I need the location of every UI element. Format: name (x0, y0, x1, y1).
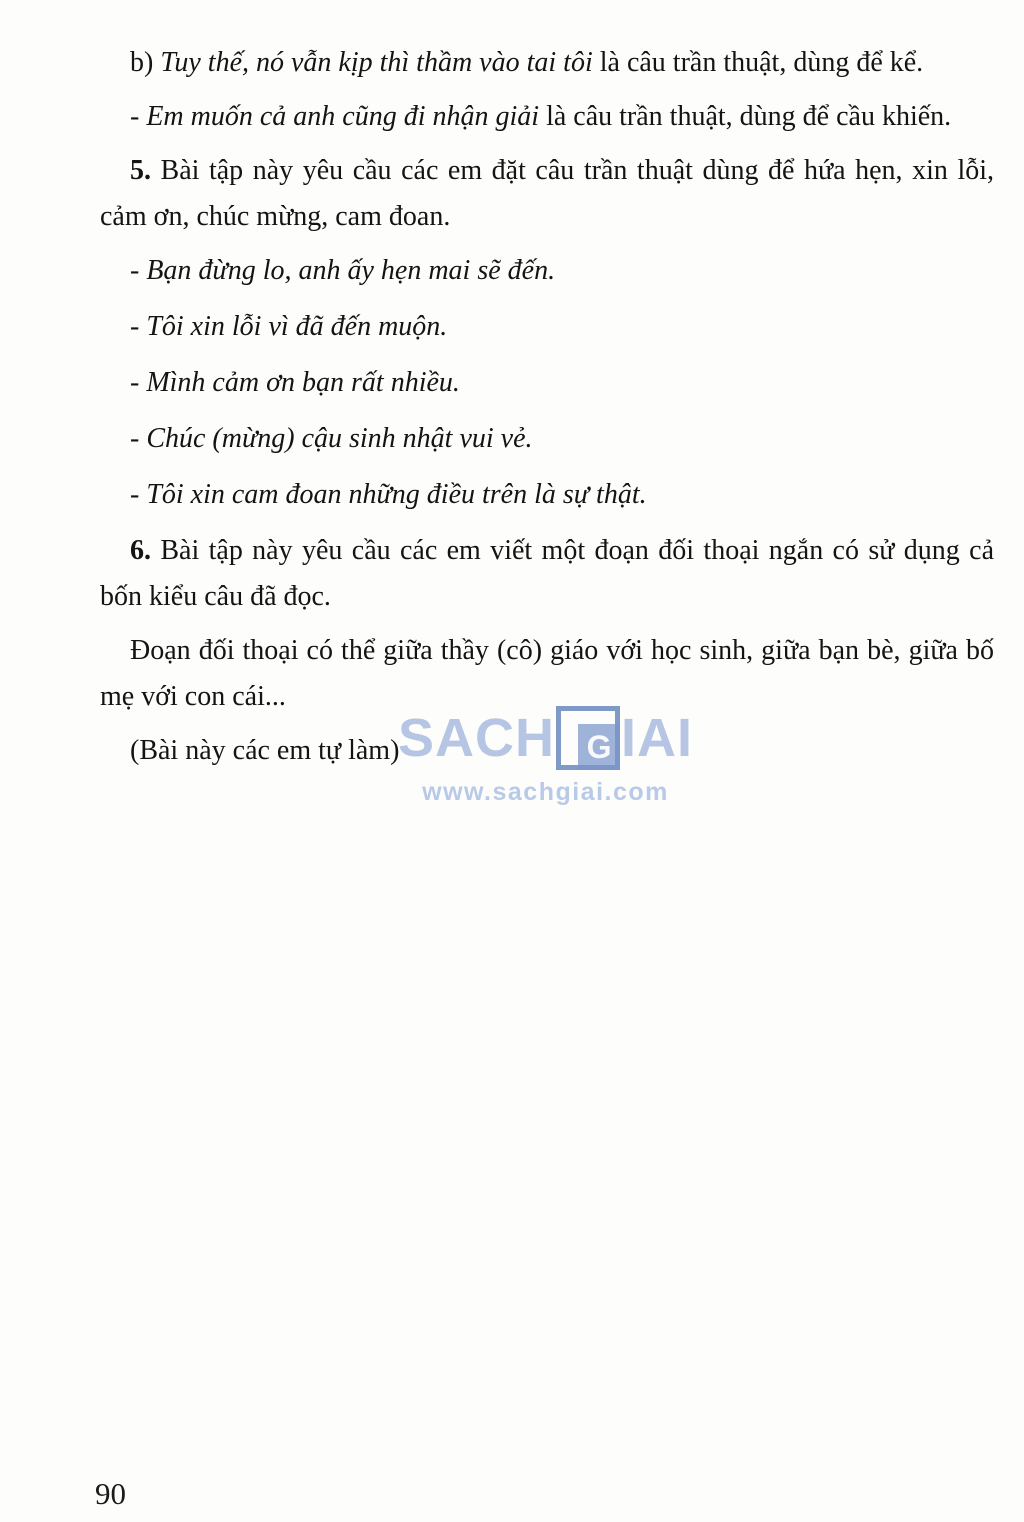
text-run: Bài tập này yêu cầu các em đặt câu trần thuật dùng để hứa hẹn, xin lỗi, cảm ơn, chúc mừng, cam đoan. (100, 155, 994, 232)
watermark-logo-letter: G (586, 728, 612, 765)
paragraph (100, 360, 994, 406)
watermark-brand-prefix: SACH (398, 708, 556, 768)
text-run: - Chúc (mừng) cậu sinh nhật vui vẻ. (130, 423, 533, 454)
paragraph (100, 248, 994, 294)
paragraph (100, 528, 994, 620)
paragraph (100, 728, 994, 774)
text-run: - Tôi xin lỗi vì đã đến muộn. (130, 311, 448, 342)
text-run: (Bài này các em tự làm) (130, 735, 400, 766)
text-run: - Mình cảm ơn bạn rất nhiều. (130, 367, 460, 398)
text-run: - (130, 101, 147, 132)
text-run: - Tôi xin cam đoan những điều trên là sự thật. (130, 479, 647, 510)
text-run: Tuy thế, nó vẫn kịp thì thầm vào tai tôi (160, 47, 593, 78)
paragraph (100, 94, 994, 140)
text-run: Bài tập này yêu cầu các em viết một đoạn đối thoại ngắn có sử dụng cả bốn kiểu câu đã đọc. (100, 535, 994, 612)
paragraph (100, 416, 994, 462)
text-run: 6. (130, 535, 151, 566)
paragraph (100, 304, 994, 350)
text-run: là câu trần thuật, dùng để cầu khiến. (539, 101, 952, 132)
document-body (100, 40, 994, 782)
paragraph (100, 628, 994, 720)
text-run: - Bạn đừng lo, anh ấy hẹn mai sẽ đến. (130, 255, 556, 286)
paragraph (100, 40, 994, 86)
text-run: Em muốn cả anh cũng đi nhận giải (146, 101, 540, 132)
watermark-brand-suffix: IAI (621, 708, 694, 768)
text-run: Đoạn đối thoại có thể giữa thầy (cô) giáo với học sinh, giữa bạn bè, giữa bố mẹ với con cái... (100, 635, 994, 712)
text-run: b) (130, 47, 161, 78)
watermark-url: www.sachgiai.com (422, 778, 669, 806)
paragraph (100, 472, 994, 518)
paragraph (100, 148, 994, 240)
page-number: 90 (95, 1476, 126, 1511)
text-run: là câu trần thuật, dùng để kể. (592, 47, 924, 78)
text-run: 5. (130, 155, 151, 186)
